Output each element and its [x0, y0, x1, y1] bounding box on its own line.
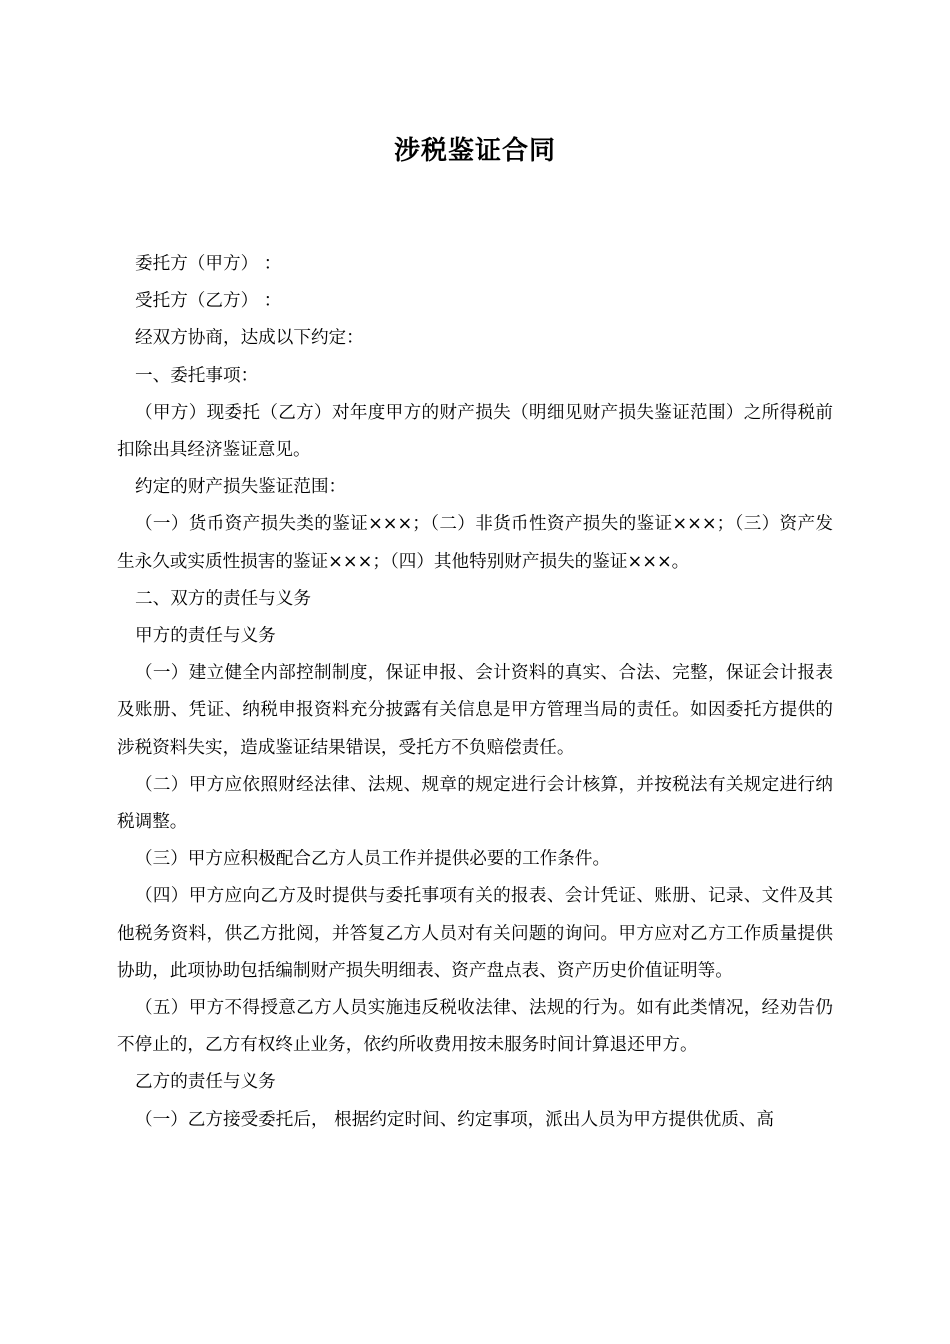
trustee-party-line: 受托方（乙方） ：: [135, 291, 282, 312]
page-title: 涉税鉴证合同: [393, 136, 556, 166]
scope-items-paragraph: （一）货币资产损失类的鉴证×××；（二）非货币性资产损失的鉴证×××；（三）资产发生永久或实质性损害的鉴证×××；（四）其他特别财产损失的鉴证×××。: [117, 514, 833, 572]
party-a-clause-2: （二）甲方应依照财经法律、法规、规章的规定进行会计核算，并按税法有关规定进行纳税调整。: [117, 774, 833, 833]
entrusted-matters-paragraph: （甲方）现委托（乙方）对年度甲方的财产损失（明细见财产损失鉴证范围）之所得税前扣除出具经济鉴证意见。: [117, 402, 833, 461]
party-b-clause-1: （一）乙方接受委托后， 根据约定时间、约定事项，派出人员为甲方提供优质、高: [135, 1109, 774, 1130]
section-heading-responsibilities: 二、双方的责任与义务: [135, 588, 311, 609]
party-a-clause-3: （三）甲方应积极配合乙方人员工作并提供必要的工作条件。: [135, 849, 611, 870]
party-a-clause-1: （一）建立健全内部控制制度，保证申报、会计资料的真实、合法、完整，保证会计报表及账册、凭证、纳税申报资料充分披露有关信息是甲方管理当局的责任。如因委托方提供的涉税资料失实，造成鉴证结果错误，受托方不负赔偿责任。: [117, 663, 833, 758]
party-a-clause-5: （五）甲方不得授意乙方人员实施违反税收法律、法规的行为。如有此类情况，经劝告仍不停止的，乙方有权终止业务，依约所收费用按未服务时间计算退还甲方。: [117, 998, 833, 1056]
client-party-line: 委托方（甲方） ：: [135, 254, 282, 274]
party-b-heading: 乙方的责任与义务: [135, 1072, 276, 1093]
scope-heading: 约定的财产损失鉴证范围：: [135, 477, 347, 498]
party-a-clause-4: （四）甲方应向乙方及时提供与委托事项有关的报表、会计凭证、账册、记录、文件及其他税务资料，供乙方批阅，并答复乙方人员对有关问题的询问。甲方应对乙方工作质量提供协助，此项协助包括编制财产损失明细表、资产盘点表、资产历史价值证明等。: [117, 886, 833, 981]
party-a-heading: 甲方的责任与义务: [135, 626, 276, 647]
section-heading-entrusted-matters: 一、委托事项：: [135, 365, 259, 386]
contract-body: [117, 246, 833, 1139]
agreement-intro: 经双方协商，达成以下约定：: [135, 328, 364, 349]
